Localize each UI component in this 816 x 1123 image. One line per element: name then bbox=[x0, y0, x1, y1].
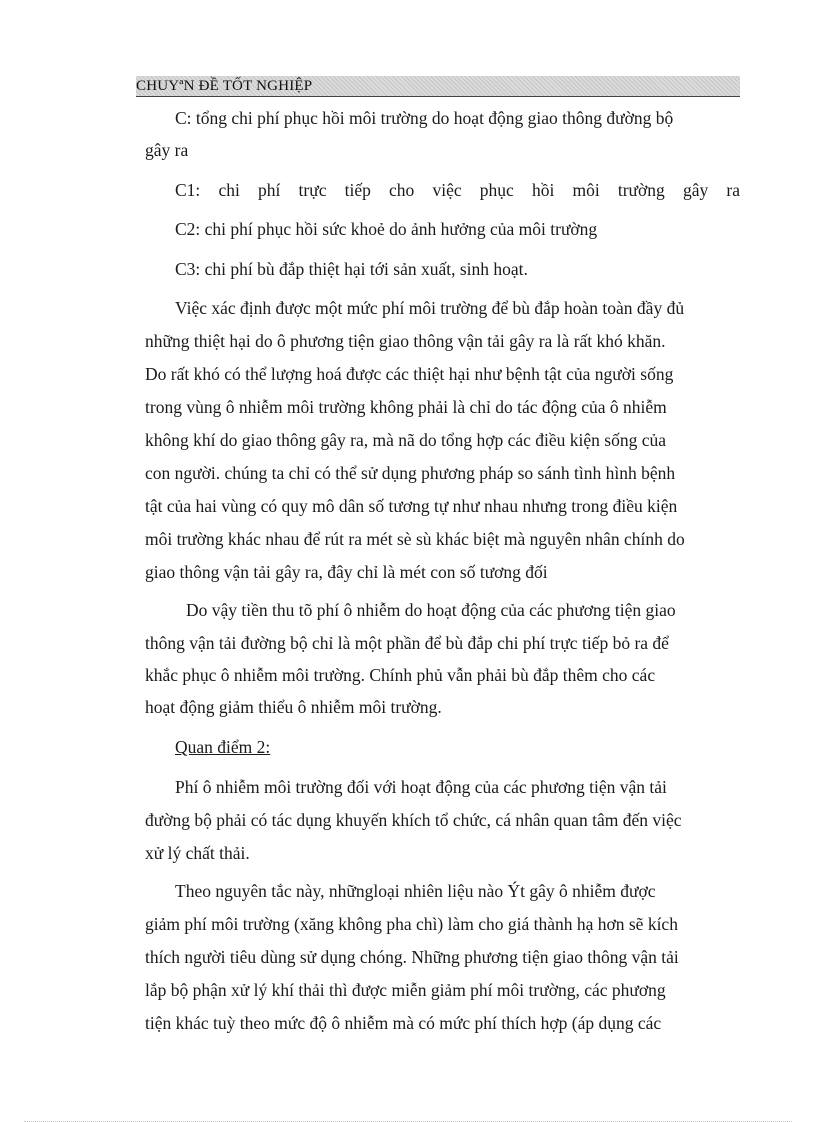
text-line: Việc xác định được một mức phí môi trường để bù đắp hoàn toàn đầy đủ bbox=[175, 298, 685, 318]
text-line: con người. chúng ta chỉ có thể sử dụng phương pháp so sánh tình hình bệnh bbox=[145, 463, 676, 483]
text-line: lắp bộ phận xử lý khí thải thì được miễn giảm phí môi trường, các phương bbox=[145, 980, 666, 1000]
text-line: tiện khác tuỳ theo mức độ ô nhiễm mà có mức phí thích hợp (áp dụng các bbox=[145, 1013, 662, 1033]
text-line: Phí ô nhiễm môi trường đối với hoạt động của các phương tiện vận tải bbox=[175, 777, 667, 797]
text-line: Do rất khó có thể lượng hoá được các thiệt hại như bệnh tật của người sống bbox=[145, 364, 674, 384]
text-line: giảm phí môi trường (xăng không pha chì) làm cho giá thành hạ hơn sẽ kích bbox=[145, 914, 678, 934]
text-line: môi trường khác nhau để rút ra mét sè sù khác biệt mà nguyên nhân chính do bbox=[145, 529, 685, 549]
text-line: Do vậy tiền thu tõ phí ô nhiễm do hoạt động của các phương tiện giao bbox=[186, 600, 676, 620]
text-line: C: tổng chi phí phục hồi môi trường do hoạt động giao thông đường bộ bbox=[175, 108, 674, 128]
text-line: những thiệt hại do ô phương tiện giao thông vận tải gây ra là rất khó khăn. bbox=[145, 331, 666, 351]
text-line: C3: chi phí bù đắp thiệt hại tới sản xuất, sinh hoạt. bbox=[175, 259, 528, 279]
section-heading: Quan điểm 2: bbox=[175, 737, 271, 757]
page-bottom-rule bbox=[24, 1121, 792, 1122]
text-line: gây ra bbox=[145, 140, 189, 160]
running-header: CHUYªN ĐỀ TỐT NGHIỆP bbox=[136, 78, 313, 94]
text-line: đường bộ phải có tác dụng khuyến khích tổ chức, cá nhân quan tâm đến việc bbox=[145, 810, 682, 830]
text-line: trong vùng ô nhiễm môi trường không phải là chỉ do tác động của ô nhiễm bbox=[145, 397, 667, 417]
text-line: giao thông vận tải gây ra, đây chỉ là mét con số tương đối bbox=[145, 562, 548, 582]
text-line: Theo nguyên tắc này, nhữngloại nhiên liệu nào Ýt gây ô nhiễm được bbox=[175, 881, 656, 901]
text-line: C2: chi phí phục hồi sức khoẻ do ảnh hưởng của môi trường bbox=[175, 219, 598, 239]
text-line: xử lý chất thải. bbox=[145, 843, 250, 863]
header-rule bbox=[136, 96, 740, 97]
text-line: C1: chi phí trực tiếp cho việc phục hồi môi trường gây ra bbox=[175, 180, 740, 200]
text-line: thông vận tải đường bộ chỉ là một phần để bù đắp chi phí trực tiếp bỏ ra để bbox=[145, 633, 669, 653]
text-line: không khí do giao thông gây ra, mà nã do tổng hợp các điều kiện sống của bbox=[145, 430, 667, 450]
text-line: thích người tiêu dùng sử dụng chóng. Những phương tiện giao thông vận tải bbox=[145, 947, 679, 967]
text-line: khắc phục ô nhiễm môi trường. Chính phủ vẫn phải bù đắp thêm cho các bbox=[145, 665, 656, 685]
text-line: hoạt động giảm thiểu ô nhiễm môi trường. bbox=[145, 697, 442, 717]
text-line: tật của hai vùng có quy mô dân số tương tự như nhau nhưng trong điều kiện bbox=[145, 496, 678, 516]
